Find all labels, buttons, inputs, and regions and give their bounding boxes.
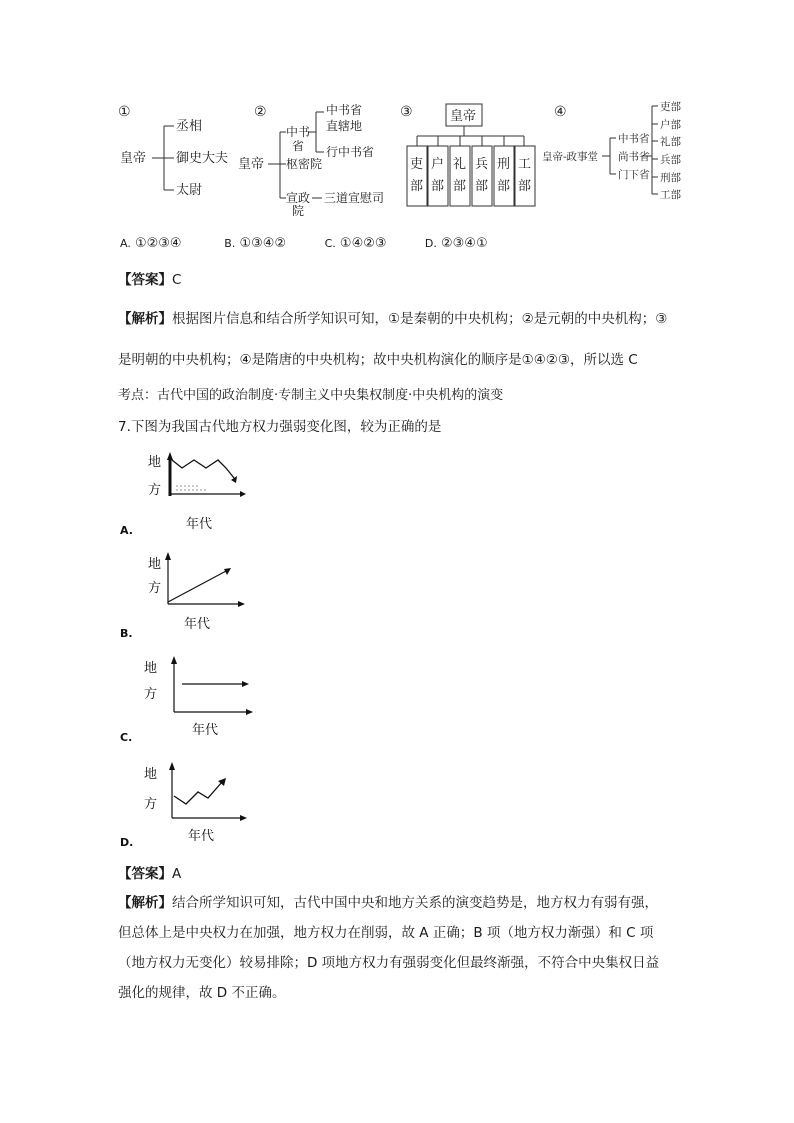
q6-options	[120, 235, 488, 251]
q7-chart-d	[118, 758, 258, 853]
q7-analysis-line-1	[118, 888, 678, 918]
d2-mid-bottom-2: 院	[292, 204, 305, 216]
d3-dept-5-b: 部	[497, 179, 511, 194]
d3-dept-2-b: 部	[431, 179, 445, 194]
q6-option-d[interactable]	[425, 236, 488, 251]
q7-analysis-text-1: 结合所学知识可知，古代中国中央和地方关系的演变趋势是，地方权力有弱有强，	[172, 895, 658, 911]
q7-chart-a-yaxis-arrow	[167, 452, 173, 460]
q7-chart-a-xlabel: 年代	[186, 517, 213, 532]
d2-mid-top-2: 省	[292, 139, 305, 153]
d1-number: ①	[118, 104, 131, 120]
d1-branch-2: 御史大夫	[176, 151, 229, 166]
d3-dept-1-b: 部	[410, 179, 424, 194]
q7-chart-c-yaxis-arrow	[171, 656, 177, 664]
d3-dept-3-b: 部	[453, 179, 467, 194]
q7-chart-d-yaxis-arrow	[169, 762, 175, 770]
d2-right-mid: 行中书省	[326, 145, 375, 159]
d2-mid: 枢密院	[286, 157, 323, 171]
q7-analysis-line-2: 但总体上是中央权力在加强，地方权力在削弱，故 A 正确；B 项（地方权力渐强）和 C 项	[118, 925, 654, 941]
q6-analysis-label: 【解析】	[118, 311, 172, 327]
q6-analysis-text-1: 根据图片信息和结合所学知识可知，①是秦朝的中央机构；②是元朝的中央机构；③	[172, 311, 668, 327]
d2-right-top-2: 直辖地	[326, 119, 363, 133]
d1-branch-3: 太尉	[176, 183, 203, 198]
q7-chart-b-letter: B.	[120, 627, 133, 640]
d2-right-top-1: 中书省	[326, 103, 363, 117]
q6-option-d-text: ②③④①	[441, 236, 488, 251]
q7-chart-b-yaxis-arrow	[165, 552, 171, 560]
q7-chart-d-xaxis-arrow	[240, 815, 247, 821]
central-institutions-diagram	[118, 96, 690, 216]
q7-answer-value: A	[172, 866, 182, 882]
q7-chart-b-xaxis-arrow	[238, 601, 245, 607]
d3-dept-2-a: 户	[431, 157, 445, 172]
d2-mid-top-1: 中书	[286, 125, 311, 139]
q6-option-a[interactable]	[120, 236, 220, 251]
q6-kaodian: 考点：古代中国的政治制度·专制主义中央集权制度·中央机构的演变	[118, 388, 504, 403]
q7-chart-a-line	[172, 460, 234, 478]
d4-dept-3: 礼部	[660, 136, 681, 148]
q7-chart-c-xlabel: 年代	[192, 723, 219, 738]
q7-chart-d-letter: D.	[120, 836, 134, 849]
q7-chart-a-ylabel-2: 方	[148, 483, 162, 498]
d2-mid-bottom-1: 宣政	[286, 191, 311, 205]
d4-dept-6: 工部	[660, 189, 681, 201]
q6-option-a-letter: A.	[120, 237, 131, 250]
q6-option-c-letter: C.	[324, 237, 336, 250]
q6-option-b-text: ①③④②	[239, 236, 287, 251]
d3-dept-1-a: 吏	[410, 157, 424, 172]
d4-number: ④	[554, 104, 567, 120]
q7-answer-label: 【答案】	[118, 866, 172, 882]
q7-chart-b	[118, 548, 258, 643]
q7-chart-a-letter: A.	[120, 524, 133, 537]
q6-option-a-text: ①②③④	[134, 236, 182, 251]
q7-chart-a-xaxis-arrow	[240, 491, 246, 497]
d2-root: 皇帝	[238, 157, 265, 172]
q6-analysis-line-2: 是明朝的中央机构；④是隋唐的中央机构；故中央机构演化的顺序是①④②③，所以选 C	[118, 352, 638, 368]
d4-mid-3: 门下省	[618, 169, 650, 181]
q7-chart-b-xlabel: 年代	[184, 617, 211, 632]
d1-branch-1: 丞相	[176, 119, 203, 134]
d4-dept-2: 户部	[660, 119, 681, 131]
q7-chart-d-ylabel-1: 地	[144, 767, 158, 782]
d2-number: ②	[254, 104, 267, 120]
q6-option-d-letter: D.	[424, 237, 437, 250]
q7-chart-b-ylabel-2: 方	[148, 581, 162, 596]
q7-chart-d-xlabel: 年代	[188, 829, 215, 844]
q7-chart-a	[118, 450, 258, 540]
q7-answer	[118, 862, 181, 882]
d3-dept-5-a: 刑	[497, 157, 511, 172]
q6-option-c-text: ①④②③	[339, 236, 387, 251]
q6-analysis-line-1	[118, 307, 667, 327]
d4-root: 皇帝-政事堂	[542, 151, 599, 163]
q7-chart-d-line	[174, 782, 222, 804]
q7-analysis	[118, 888, 678, 1008]
q7-chart-c-line-arrow	[242, 681, 249, 687]
d2-right-bottom: 三道宣慰司	[324, 191, 385, 205]
q6-answer	[118, 268, 181, 288]
d1-root: 皇帝	[120, 151, 147, 166]
d3-dept-3-a: 礼	[453, 157, 467, 172]
d3-dept-4-a: 兵	[475, 157, 489, 172]
q7-chart-c-ylabel-2: 方	[144, 687, 158, 702]
q6-option-c[interactable]	[325, 236, 421, 251]
d4-mid-1: 中书省	[618, 133, 650, 145]
q6-option-b-letter: B.	[224, 237, 236, 250]
q6-option-b[interactable]	[224, 236, 320, 251]
d3-root: 皇帝	[450, 109, 477, 124]
q7-analysis-label: 【解析】	[118, 895, 172, 911]
q6-answer-value: C	[172, 272, 182, 288]
q7-chart-c	[118, 652, 268, 747]
q7-analysis-line-4: 强化的规律，故 D 不正确。	[118, 985, 286, 1001]
d4-dept-1: 吏部	[660, 101, 681, 113]
q7-chart-b-ylabel-1: 地	[148, 557, 162, 572]
d3-dept-4-b: 部	[475, 179, 489, 194]
q7-analysis-line-3: （地方权力无变化）较易排除；D 项地方权力有强弱变化但最终渐强，不符合中央集权日益	[118, 955, 660, 971]
d3-dept-6-a: 工	[518, 157, 532, 172]
d4-mid-2: 尚书省	[618, 151, 650, 163]
q7-chart-a-ylabel-1: 地	[148, 455, 162, 470]
d4-dept-4: 兵部	[660, 154, 681, 166]
q7-chart-d-ylabel-2: 方	[144, 797, 158, 812]
q7-chart-c-ylabel-1: 地	[144, 661, 158, 676]
d3-number: ③	[400, 104, 413, 120]
q7-chart-c-letter: C.	[120, 731, 133, 744]
q7-chart-b-line	[168, 570, 228, 602]
d4-dept-5: 刑部	[660, 172, 681, 184]
d3-dept-6-b: 部	[518, 179, 532, 194]
q7-chart-c-xaxis-arrow	[246, 709, 253, 715]
q6-answer-label: 【答案】	[118, 272, 172, 288]
q7-question: 7.下图为我国古代地方权力强弱变化图，较为正确的是	[118, 419, 442, 435]
